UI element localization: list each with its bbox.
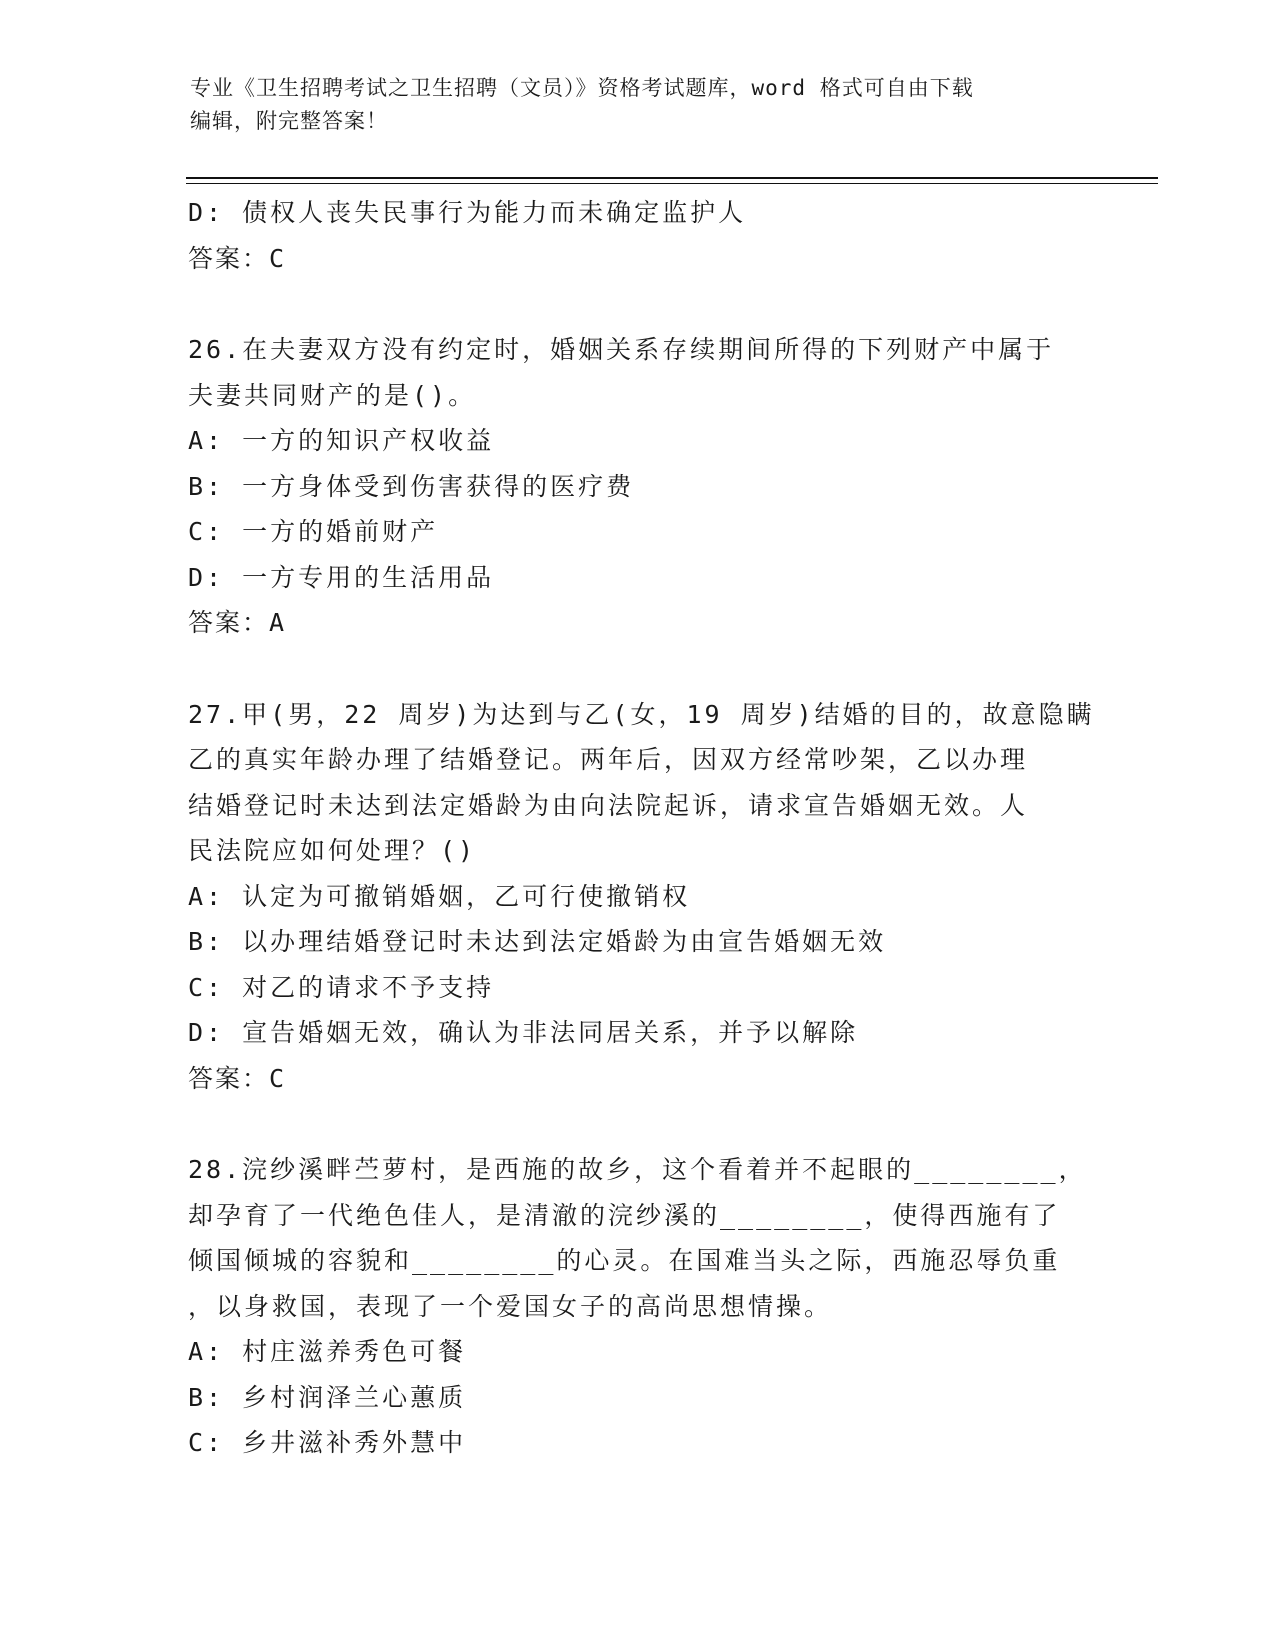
page-header: [190, 72, 1090, 138]
q26-option-c: C: 一方的婚前财产: [188, 517, 439, 546]
question-27: [188, 692, 1095, 1102]
q26-option-b: B: 一方身体受到伤害获得的医疗费: [188, 471, 635, 501]
question-26: [188, 327, 1088, 646]
q27-option-b: B: 以办理结婚登记时未达到法定婚龄为由宣告婚姻无效: [188, 927, 887, 956]
q26-option-a: A: 一方的知识产权收益: [188, 426, 495, 455]
q27-answer: 答案：C: [188, 1063, 287, 1093]
q26-option-d: D: 一方专用的生活用品: [188, 562, 495, 592]
q28-option-a: A: 村庄滋养秀色可餐: [188, 1337, 467, 1366]
q28-stem-line: 却孕育了一代绝色佳人，是清澈的浣纱溪的________，使得西施有了: [188, 1200, 1061, 1230]
q25-option-d: D: 债权人丧失民事行为能力而未确定监护人: [188, 198, 747, 227]
q27-option-a: A: 认定为可撤销婚姻，乙可行使撤销权: [188, 881, 691, 911]
q26-stem-line: 夫妻共同财产的是()。: [188, 380, 477, 410]
q27-stem-line: 结婚登记时未达到法定婚龄为由向法院起诉，请求宣告婚姻无效。人: [188, 790, 1029, 820]
header-line-2: 编辑，附完整答案！: [190, 109, 388, 133]
q27-option-c: C: 对乙的请求不予支持: [188, 972, 495, 1002]
q27-stem-line: 乙的真实年龄办理了结婚登记。两年后，因双方经常吵架，乙以办理: [188, 745, 1029, 774]
q27-stem-line: 27.甲(男，22 周岁)为达到与乙(女，19 周岁)结婚的目的，故意隐瞒: [188, 699, 1095, 729]
header-rule-thick: [186, 177, 1158, 179]
header-line-1: 专业《卫生招聘考试之卫生招聘（文员）》资格考试题库，word 格式可自由下载: [190, 76, 974, 100]
q28-stem-line: 倾国倾城的容貌和________的心灵。在国难当头之际，西施忍辱负重: [188, 1246, 1061, 1275]
q28-option-c: C: 乡井滋补秀外慧中: [188, 1428, 467, 1457]
q28-stem-line: 28.浣纱溪畔苎萝村，是西施的故乡，这个看着并不起眼的________，: [188, 1155, 1087, 1184]
question-25-tail: [188, 190, 1088, 281]
q28-option-b: B: 乡村润泽兰心蕙质: [188, 1382, 467, 1412]
question-28: [188, 1147, 1088, 1466]
q26-stem-line: 26.在夫妻双方没有约定时，婚姻关系存续期间所得的下列财产中属于: [188, 335, 1055, 364]
q27-option-d: D: 宣告婚姻无效，确认为非法同居关系，并予以解除: [188, 1018, 859, 1047]
q26-answer: 答案：A: [188, 608, 287, 637]
q28-stem-line: ，以身救国，表现了一个爱国女子的高尚思想情操。: [188, 1291, 833, 1321]
q27-stem-line: 民法院应如何处理？(): [188, 836, 477, 865]
question-list: [188, 190, 1095, 1466]
q25-answer: 答案：C: [188, 243, 287, 273]
header-rule-thin: [186, 183, 1158, 184]
